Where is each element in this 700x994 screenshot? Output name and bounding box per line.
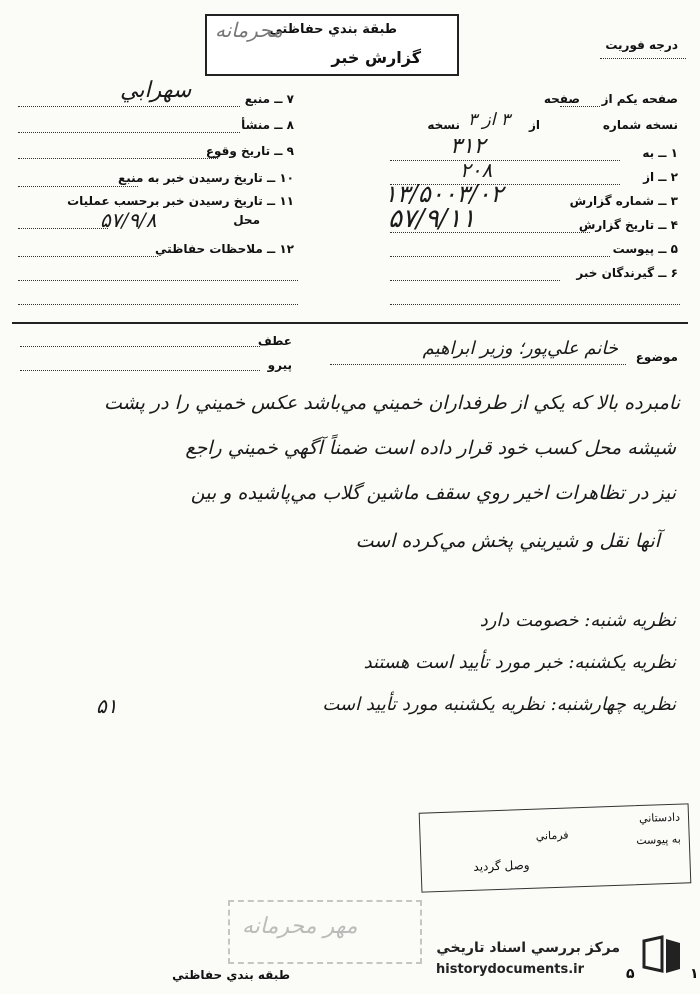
field-extra-line-1 — [18, 280, 298, 281]
reference-peyro-line — [20, 370, 260, 371]
item-report-number-value: ۱۳/۵۰۰۳/۰۲ — [384, 180, 504, 208]
item-attachment-label: ۵ ــ پيوست — [612, 242, 678, 256]
field-location-label: محل — [233, 213, 260, 227]
footer-page-left: ۵ — [626, 966, 635, 982]
reference-atf-line — [20, 346, 260, 347]
field-notes-label: ۱۲ ــ ملاحظات حفاظتي — [155, 242, 294, 256]
subject-label: موضوع — [635, 350, 678, 364]
faded-stamp-text: مهر محرمانه — [242, 914, 358, 939]
copy-number-label: نسخه شماره — [602, 118, 678, 132]
body-line-4: آنها نقل و شيريني پخش مي‌کرده است — [355, 530, 660, 552]
note-sunday: نظريه يکشنبه: خبر مورد تأييد است هستند — [363, 652, 676, 673]
field-received-label: ۱۰ ــ تاريخ رسيدن خبر به منبع — [118, 171, 294, 185]
page-line — [560, 106, 600, 107]
field-origin-label: ۸ ــ منشأ — [241, 118, 294, 132]
item-recipients-label: ۶ ــ گيرندگان خبر — [576, 266, 678, 280]
watermark-title: مركز بررسي اسناد تاريخي — [436, 940, 620, 956]
copy-from-label: از — [528, 118, 540, 132]
field-source-value: سهرابي — [120, 78, 192, 103]
report-title: گزارش خبر — [331, 48, 421, 67]
item-attachment-line — [390, 256, 610, 257]
item-from-label: ۲ ــ از — [643, 170, 678, 184]
item-recipients-line — [390, 280, 560, 281]
field-occurrence-line — [18, 158, 218, 159]
field-source-label: ۷ ــ منبع — [244, 92, 294, 106]
field-notes-line — [18, 256, 158, 257]
item-to-line — [390, 160, 620, 161]
stamp-line-4: فرماني — [535, 828, 569, 843]
note-margin-number: ۵۱ — [96, 694, 118, 718]
stamp-scrawl: محرمانه — [215, 18, 283, 42]
stamp-classification-text: طبقة بندي حفاظتي — [269, 22, 397, 37]
priority-line — [600, 58, 686, 59]
priority-label: درجه فوريت — [605, 38, 678, 52]
subject-value: خانم علي‌پور؛ وزير ابراهيم — [422, 338, 618, 359]
faded-stamp — [228, 900, 422, 964]
body-line-2: شيشه محل کسب خود قرار داده است ضمناً آگهي خميني راجع — [185, 437, 676, 459]
stamp-line-1: دادستاني — [638, 810, 681, 826]
footer-classification: طبقه بندي حفاظتي — [172, 968, 290, 982]
received-stamp — [419, 803, 692, 892]
item-to-label: ۱ ــ به — [642, 146, 678, 160]
stamp-line-3: وصل گرديد — [473, 857, 530, 874]
copy-value: ۳ از ۳ — [467, 110, 510, 130]
classification-stamp — [205, 14, 459, 76]
note-saturday: نظريه شنبه: خصومت دارد — [479, 610, 676, 631]
item-report-date-label: ۴ ــ تاريخ گزارش — [578, 218, 678, 232]
body-line-1: نامبرده بالا که يکي از طرفداران خميني مي‌باشد عکس خميني را در پشت — [103, 392, 680, 414]
field-occurrence-label: ۹ ــ تاريخ وقوع — [205, 144, 294, 158]
page-one-of: صفحه يكم از — [601, 92, 678, 106]
item-report-date-line — [390, 232, 590, 233]
page-label: صفحه — [543, 92, 580, 106]
field-source-line — [18, 106, 240, 107]
archive-logo-icon — [638, 935, 684, 975]
note-wednesday: نظريه چهارشنبه: نظريه يکشنبه مورد تأييد است — [322, 694, 676, 715]
field-location-value: ۵۷/۹/۸ — [100, 208, 157, 232]
section-divider — [12, 322, 688, 324]
field-extra-line-2 — [18, 304, 298, 305]
field-received-line — [18, 186, 138, 187]
reference-atf: عطف — [257, 334, 292, 348]
stamp-line-2: به پيوست — [636, 832, 681, 848]
watermark-url: historydocuments.ir — [436, 962, 585, 977]
item-report-date-value: ۵۷/۹/۱۱ — [388, 204, 476, 234]
field-operation-label: ۱۱ ــ تاريخ رسيدن خبر برحسب عمليات — [67, 194, 294, 208]
field-location-line — [18, 228, 108, 229]
item-to-value: ۳۱۲ — [450, 134, 486, 159]
item-report-number-label: ۳ ــ شماره گزارش — [569, 194, 678, 208]
subject-line — [330, 364, 626, 365]
footer-page-right: ۱ — [690, 966, 699, 982]
copy-label: نسخه — [427, 118, 460, 132]
body-line-3: نيز در تظاهرات اخير روي سقف ماشين گلاب مي‌پاشيده و بين — [190, 482, 676, 504]
field-origin-line — [18, 132, 240, 133]
reference-peyro: پيرو — [267, 358, 292, 372]
item-from-value: ۲۰۸ — [460, 158, 493, 182]
item-extra-line — [390, 304, 680, 305]
